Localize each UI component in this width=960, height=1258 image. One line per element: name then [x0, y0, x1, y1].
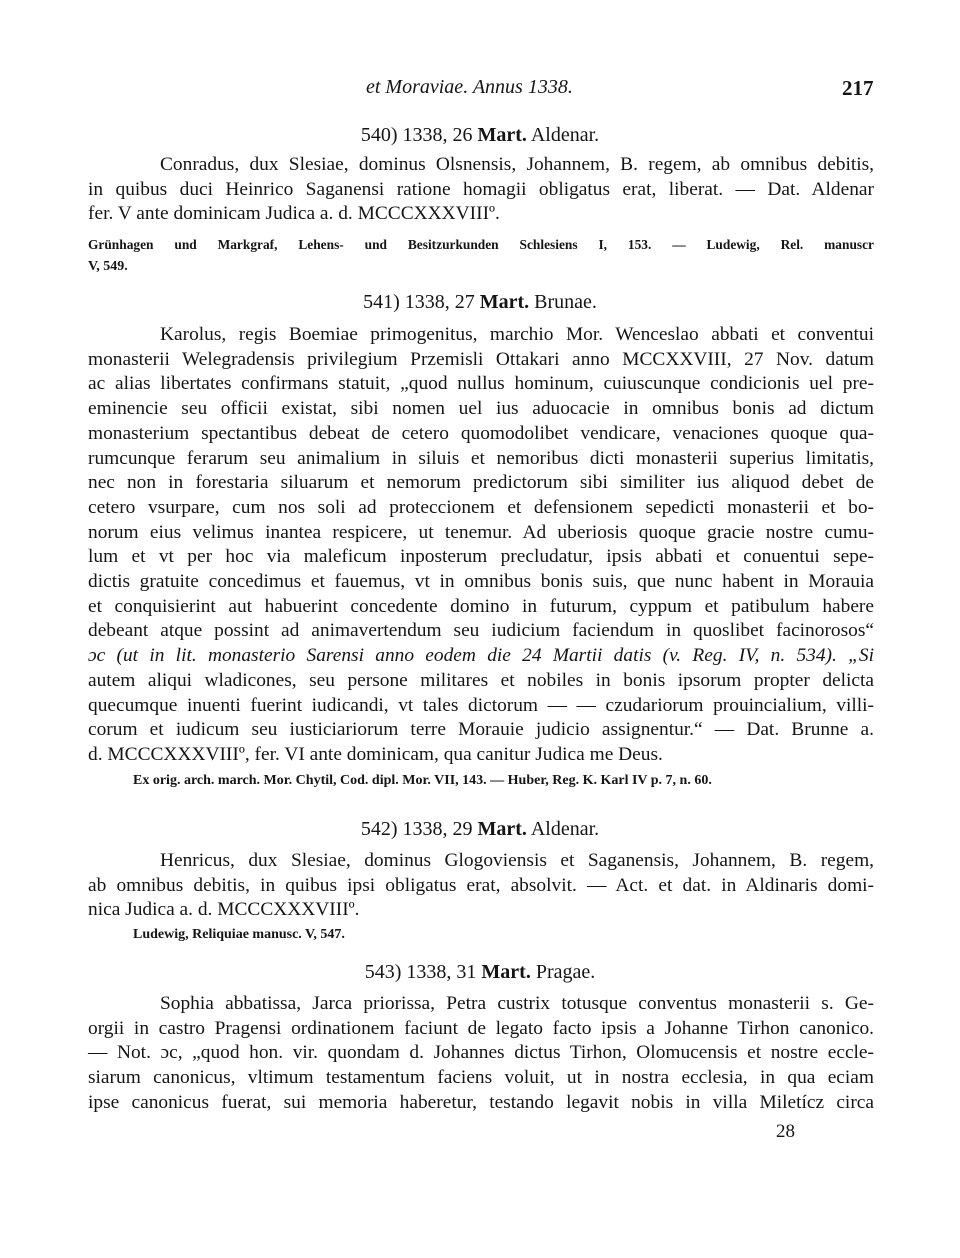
body-line: in quibus duci Heinrico Saganensi ratione homagii obligatus erat, liberat. — Dat. Aldenar: [88, 178, 874, 200]
entry-place: Aldenar.: [530, 124, 600, 146]
body-line: Conradus, dux Slesiae, dominus Olsnensis, Johannem, B. regem, ab omnibus debitis,: [160, 154, 874, 175]
running-head: [0, 76, 960, 104]
body-line: norum eius velimus inantea respicere, ut tenemur. Ad uberiosis quoque gracie nostre cumu-: [88, 521, 874, 543]
entry-heading-543: [0, 958, 960, 986]
entry-heading-542: [0, 815, 960, 843]
body-line: autem aliqui wladicones, seu persone militares et nobiles in bonis ipsorum propter delicta: [88, 669, 874, 691]
body-line: fer. V ante dominicam Judica a. d. MCCCXXXVIIIº.: [88, 203, 500, 225]
body-line: d. MCCCXXXVIIIº, fer. VI ante dominicam, qua canitur Judica me Deus.: [88, 743, 663, 765]
entry-place: Brunae.: [534, 291, 597, 313]
body-line: — Not. ɔc, „quod hon. vir. quondam d. Johannes dictus Tirhon, Olomucensis et nostre eccle-: [88, 1042, 874, 1064]
entry-number: 542) 1338, 29: [360, 818, 473, 840]
page-number: 217: [842, 76, 874, 100]
body-line: Sophia abbatissa, Jarca priorissa, Petra custrix totusque conventus monasterii s. Ge-: [160, 993, 874, 1014]
italic-reference-line: ɔc (ut in lit. monasterio Sarensi anno eodem die 24 Martii datis (v. Reg. IV, n. 534). „Si: [88, 645, 874, 667]
entry-body-540: [88, 153, 874, 227]
body-line: ipse canonicus fuerat, sui memoria haberetur, testando legavit nobis in villa Miletícz circa: [88, 1091, 874, 1113]
running-title: et Moraviae. Annus 1338.: [366, 76, 573, 98]
entry-place: Aldenar.: [530, 818, 600, 840]
body-line: quecumque inuenti fuerint iudicandi, vt tales dictorum — — czudariorum prouincialium, villi-: [88, 694, 874, 716]
entry-place: Pragae.: [535, 961, 596, 983]
body-line: siarum canonicus, vltimum testamentum faciens voluit, ut in nostra ecclesia, in qua eciam: [88, 1067, 874, 1089]
entry-heading-541: [0, 288, 960, 316]
entry-month: Mart.: [481, 961, 531, 983]
body-line: debeant atque possint ad animavertendum seu iudicium faciendum in quoslibet facinorosos“: [88, 620, 874, 642]
body-line: Karolus, regis Boemiae primogenitus, marchio Mor. Wenceslao abbati et conventui: [160, 324, 874, 345]
entry-number: 543) 1338, 31: [364, 961, 477, 983]
body-line: Henricus, dux Slesiae, dominus Glogoviensis et Saganensis, Johannem, B. regem,: [160, 850, 874, 871]
note-line: Ludewig, Reliquiae manusc. V, 547.: [133, 927, 345, 942]
note-line: Grünhagen und Markgraf, Lehens- und Besitzurkunden Schlesiens I, 153. — Ludewig, Rel. manuscr: [88, 237, 874, 252]
body-line: orgii in castro Pragensi ordinationem faciunt de legato facto ipsis a Johanne Tirhon canonico.: [88, 1017, 874, 1039]
entry-body-542: [88, 849, 874, 923]
body-line: nica Judica a. d. MCCCXXXVIIIº.: [88, 899, 360, 921]
note-line: Ex orig. arch. march. Mor. Chytil, Cod. dipl. Mor. VII, 143. — Huber, Reg. K. Karl IV p. 7, n. 60.: [133, 773, 712, 788]
body-line: rumcunque ferarum seu animalium in siluis et nemoribus dicti monasterii superius limitatis,: [88, 447, 874, 469]
citation-note-541: [88, 770, 874, 792]
citation-note-542: [88, 924, 874, 946]
body-line: dictis gratuite concedimus et fauemus, vt in omnibus bonis suis, que nunc habent in Morauia: [88, 571, 874, 593]
entry-body-543: [88, 992, 874, 1116]
body-line: ab omnibus debitis, in quibus ipsi obligatus erat, absolvit. — Act. et dat. in Aldinaris domi-: [88, 874, 874, 896]
body-line: et conquisierint aut habuerint concedente domino in futurum, cyppum et patibulum habere: [88, 595, 874, 617]
entry-number: 541) 1338, 27: [363, 291, 475, 313]
body-line: monasterium spectantibus debeat de cetero quomodolibet vendicare, venaciones quoque qua-: [88, 422, 874, 444]
body-line: cetero vsurpare, cum nos soli ad proteccionem et defensionem sepedicti monasterii et bo-: [88, 496, 874, 518]
entry-month: Mart.: [477, 124, 527, 146]
body-line: lum et vt per hoc via maleficum inposterum precludatur, ipsis abbati et conuentui sepe-: [88, 546, 874, 568]
body-line: ac alias libertates confirmans statuit, „quod nullus hominum, cuiuscunque condicionis uel pre-: [88, 373, 874, 395]
body-line: eminencie seu officii existat, sibi nomen uel ius aduocacie in omnibus bonis ad dictum: [88, 398, 874, 420]
entry-heading-540: [0, 121, 960, 149]
entry-body-541: [88, 323, 874, 768]
body-line: monasterii Welegradensis privilegium Przemisli Ottakari anno MCCXXVIII, 27 Nov. datum: [88, 348, 874, 370]
citation-note-540: [88, 234, 874, 278]
entry-month: Mart.: [479, 291, 530, 313]
entry-month: Mart.: [477, 818, 527, 840]
entry-number: 540) 1338, 26: [360, 124, 473, 146]
body-line: corum et iudicum seu iusticiariorum terre Morauie judicio assignentur.“ — Dat. Brunne a.: [88, 719, 874, 741]
body-line: nec non in forestaria siluarum et nemorum predictorum sibi similiter ius aliquod debet de: [88, 472, 874, 494]
signature-mark: 28: [776, 1121, 795, 1142]
note-line: V, 549.: [88, 259, 128, 274]
